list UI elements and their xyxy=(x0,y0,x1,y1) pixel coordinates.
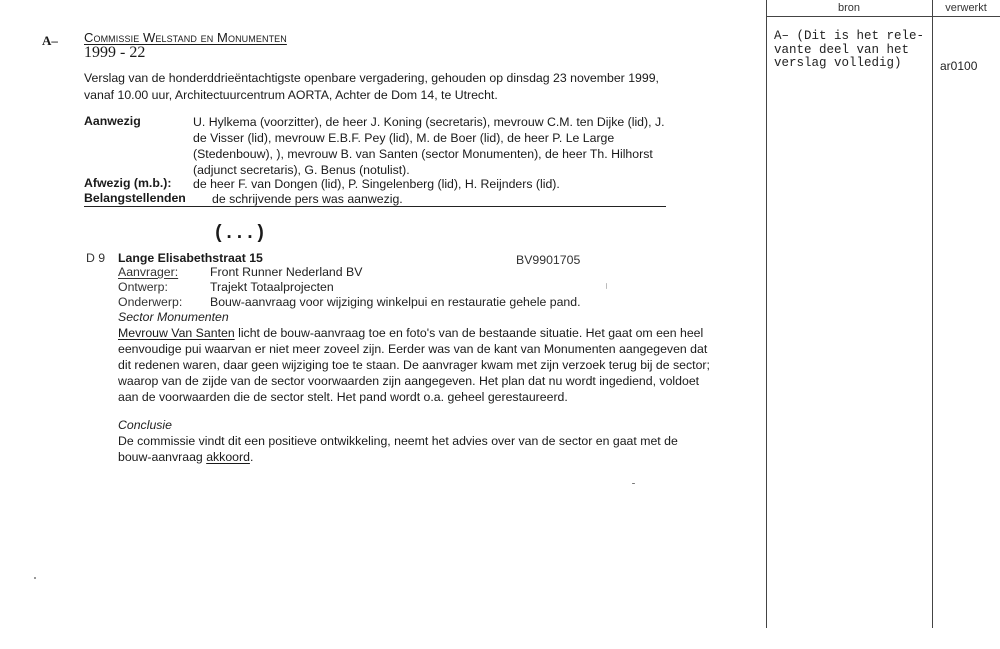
subject-value: Bouw-aanvraag voor wijziging winkelpui en restauratie gehele pand. xyxy=(210,295,581,309)
applicant-label: Aanvrager: xyxy=(118,265,179,279)
item-reference: BV9901705 xyxy=(516,253,581,267)
absent-label: Afwezig (m.b.): xyxy=(84,176,172,190)
subject-label: Onderwerp: xyxy=(118,295,183,309)
table-left-border xyxy=(766,0,767,628)
conclusion-heading: Conclusie xyxy=(118,418,172,432)
design-value: Trajekt Totaalprojecten xyxy=(210,280,334,294)
meeting-intro: Verslag van de honderddrieëntachtigste openbare vergadering, gehouden op dinsdag 23 november 1999, vanaf 10.00 uur, Architectuurcentrum AORTA, Achter de Dom 14, te Utrecht. xyxy=(84,71,659,102)
scan-speck xyxy=(34,577,36,579)
committee-name: Commissie Welstand en Monumenten xyxy=(84,30,287,45)
conclusion-decision: akkoord xyxy=(206,450,250,464)
conclusion-paragraph xyxy=(118,433,708,465)
applicant-value: Front Runner Nederland BV xyxy=(210,265,363,279)
interested-label: Belangstellenden xyxy=(84,191,186,205)
omission-marker: (...) xyxy=(213,222,266,244)
item-number: D 9 xyxy=(86,251,106,265)
header-processed: verwerkt xyxy=(945,2,987,14)
scan-speck xyxy=(632,483,635,484)
conclusion-end: . xyxy=(249,450,254,464)
meeting-number: 1999 - 22 xyxy=(84,44,146,61)
conclusion-text: De commissie vindt dit een positieve ontwikkeling, neemt het advies over van de sector en gaat met de bouw-aanvraag xyxy=(118,434,678,464)
speaker-name: Mevrouw Van Santen xyxy=(118,326,235,340)
sector-heading: Sector Monumenten xyxy=(118,310,229,324)
section-marker: A– xyxy=(42,33,58,48)
table-header-rule xyxy=(766,16,1000,17)
processed-code: ar0100 xyxy=(940,59,978,73)
item-title: Lange Elisabethstraat 15 xyxy=(118,251,263,265)
present-list: U. Hylkema (voorzitter), de heer J. Koning (secretaris), mevrouw C.M. ten Dijke (lid), J. de Visser (lid), mevrouw E.B.F. Pey (lid), M. de Boer (lid), de heer P. Le Large (Stedenbouw), ), mevrouw B. van Santen (sector Monumenten), de heer Th. Hilhorst (adjunct secretaris), G. Benus (notulist). xyxy=(193,115,665,177)
present-label: Aanwezig xyxy=(84,114,141,128)
attendance-divider xyxy=(84,206,666,207)
table-column-divider xyxy=(932,0,933,628)
design-label: Ontwerp: xyxy=(118,280,168,294)
sector-paragraph xyxy=(118,325,718,405)
scan-speck xyxy=(606,283,607,289)
source-note: A– (Dit is het rele- vante deel van het verslag volledig) xyxy=(774,29,925,70)
absent-list: de heer F. van Dongen (lid), P. Singelenberg (lid), H. Reijnders (lid). xyxy=(193,177,560,191)
sector-text: licht de bouw-aanvraag toe en foto's van de bestaande situatie. Het gaat om een heel eenvoudige pui waarvan er niet meer zoveel zijn. Eerder was van de kant van Monumenten aangegeven dat dit redenen waren, daar geen wijziging toe te staan. De aanvrager kwam met zijn verzoek terug bij de sector; waarop van de zijde van de sector voorwaarden zijn aangegeven. Het plan dat nu wordt ingediend, voldoet aan de voorwaarden die de sector stelt. Het pand wordt o.a. geheel gerestaureerd. xyxy=(118,326,710,404)
header-source: bron xyxy=(837,2,861,14)
interested-text: de schrijvende pers was aanwezig. xyxy=(212,192,403,206)
